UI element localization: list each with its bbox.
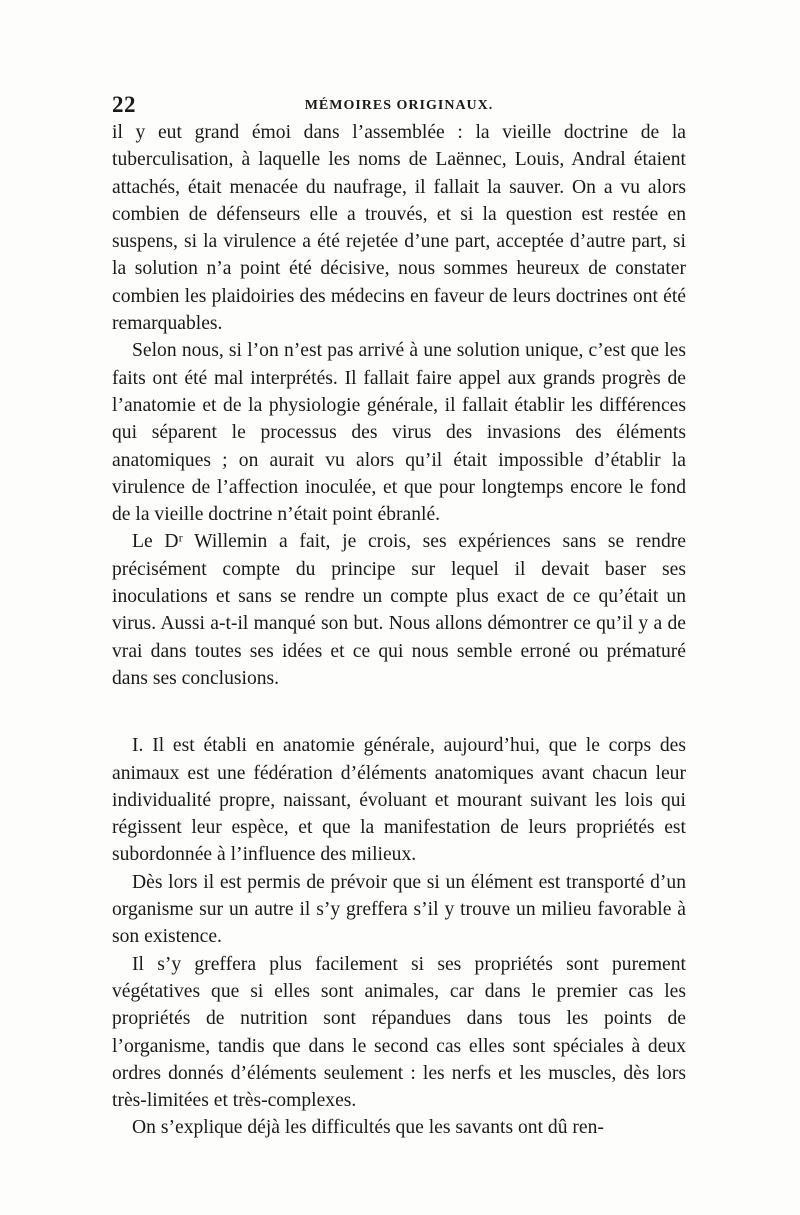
page-number: 22 <box>112 92 136 117</box>
running-title: MÉMOIRES ORIGINAUX. <box>304 98 494 113</box>
section-gap <box>112 692 686 732</box>
paragraph-selon-nous: Selon nous, si l’on n’est pas arrivé à une solution unique, c’est que les faits ont été mal interprétés. Il fallait faire appel aux grands progrès de l’anatomie et de la physiologie générale, il fallait établir les différences qui séparent le processus des virus des invasions des éléments anatomiques ; on aurait vu alors qu’il était impossible d’établir la virulence de l’affection inoculée, et que pour longtemps encore le fond de la vieille doctrine n’était point ébranlé. <box>112 340 686 526</box>
paragraph-section-one: I. Il est établi en anatomie générale, aujourd’hui, que le corps des animaux est une fédération d’éléments anatomiques avant chacun leur individualité propre, naissant, évoluant et mourant suivant les lois qui régissent leur espèce, et que la manifestation de leurs propriétés est subordonnée à l’influence des milieux. <box>112 735 686 866</box>
paragraph-willemin: Le Dʳ Willemin a fait, je crois, ses expériences sans se rendre précisément compte du principe sur lequel il devait baser ses inoculations et sans se rendre un compte plus exact de ce qu’était un virus. Aussi a-t-il manqué son but. Nous allons démontrer ce qu’il y a de vrai dans toutes ses idées et ce qui nous semble erroné ou prématuré dans ses conclusions. <box>112 531 686 689</box>
paragraph-continuation: il y eut grand émoi dans l’assemblée : la vieille doctrine de la tuberculisation, à laquelle les noms de Laënnec, Louis, Andral étaient attachés, était menacée du naufrage, il fallait la sauver. On a vu alors combien de défenseurs elle a trouvés, et si la question est restée en suspens, si la virulence a été rejetée d’une part, acceptée d’autre part, si la solution n’a point été décisive, nous sommes heureux de constater combien les plaidoiries des médecins en faveur de leurs doctrines ont été remarquables. <box>112 122 686 335</box>
paragraph-greffera: Il s’y greffera plus facilement si ses propriétés sont purement végétatives que si elles sont animales, car dans le premier cas les propriétés de nutrition sont répandues dans tous les points de l’organisme, tandis que dans le second cas elles sont spéciales à deux ordres donnés d’éléments seulement : les nerfs et les muscles, dès lors très-limitées et très-complexes. <box>112 953 686 1112</box>
paragraph-on-explique: On s’explique déjà les difficultés que les savants ont dû ren- <box>132 1117 604 1139</box>
paragraph-des-lors: Dès lors il est permis de prévoir que si un élément est transporté d’un organisme sur un autre il s’y greffera s’il y trouve un milieu favorable à son existence. <box>112 871 686 948</box>
body-text <box>112 119 686 1142</box>
running-head <box>112 92 686 118</box>
